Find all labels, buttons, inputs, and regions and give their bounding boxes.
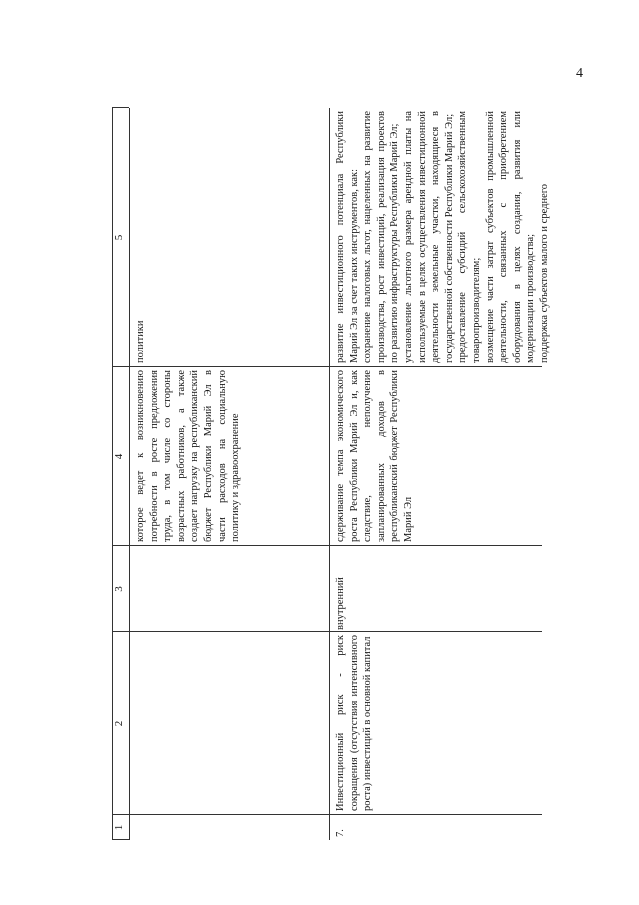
measure-item: возмещение части затрат субъектов промышленной деятельности, связанных с приобретением оборудования в целях создания, развития или модернизации производства; [484, 111, 537, 363]
col-divider-5 [112, 366, 542, 367]
row-separator [329, 108, 330, 840]
measure-item: установление льготного размера арендной платы на используемые в целях осуществления инвестиционной деятельности земельные участки, находящиеся в государственной собственности Республики Марий Эл; [402, 111, 455, 363]
measure-item: поддержка субъектов малого и среднего [538, 183, 550, 363]
continuation-consequences: которое ведет к возникновению потребности в росте предложения труда, в том числе со стороны возрастных работников, а также создает нагрузку на республиканский бюджет Республики Марий Эл в части расходов на социальную политику и здравоохранение [135, 370, 242, 542]
col-divider-4 [112, 545, 542, 546]
col-divider-2 [112, 814, 542, 815]
risk-description: Инвестиционный риск - риск сокращения (отсутствия интенсивного роста) инвестиций в основной капитал [335, 635, 374, 811]
header-col-4: 4 [113, 453, 125, 460]
risk-consequences: сдерживание темпа экономического роста Республики Марий Эл и, как следствие, неполучение запланированных доходов в республиканский бюджет Республики Марий Эл [335, 370, 414, 542]
risk-type: внутренний [335, 577, 346, 630]
header-rule [129, 108, 130, 840]
measure-item: сохранение налоговых льгот, нацеленных на развитие производства, рост инвестиций, реализация проектов по развитию инфраструктуры Республики Марий Эл; [362, 111, 401, 363]
header-col-2: 2 [113, 720, 125, 727]
measure-item: предоставление субсидий сельскохозяйственным товаропроизводителям; [457, 111, 482, 363]
page-number: 4 [576, 66, 583, 81]
header-col-5: 5 [113, 234, 125, 241]
col-divider-3 [112, 631, 542, 632]
measure-item: развитие инвестиционного потенциала Республики Марий Эл за счет таких инструментов, как: [335, 111, 360, 363]
header-col-1: 1 [113, 824, 125, 831]
risk-measures [334, 111, 552, 363]
risk-table [112, 60, 550, 840]
continuation-measures: политики [135, 320, 146, 363]
header-col-3: 3 [113, 586, 125, 592]
row-number: 7. [335, 829, 346, 837]
